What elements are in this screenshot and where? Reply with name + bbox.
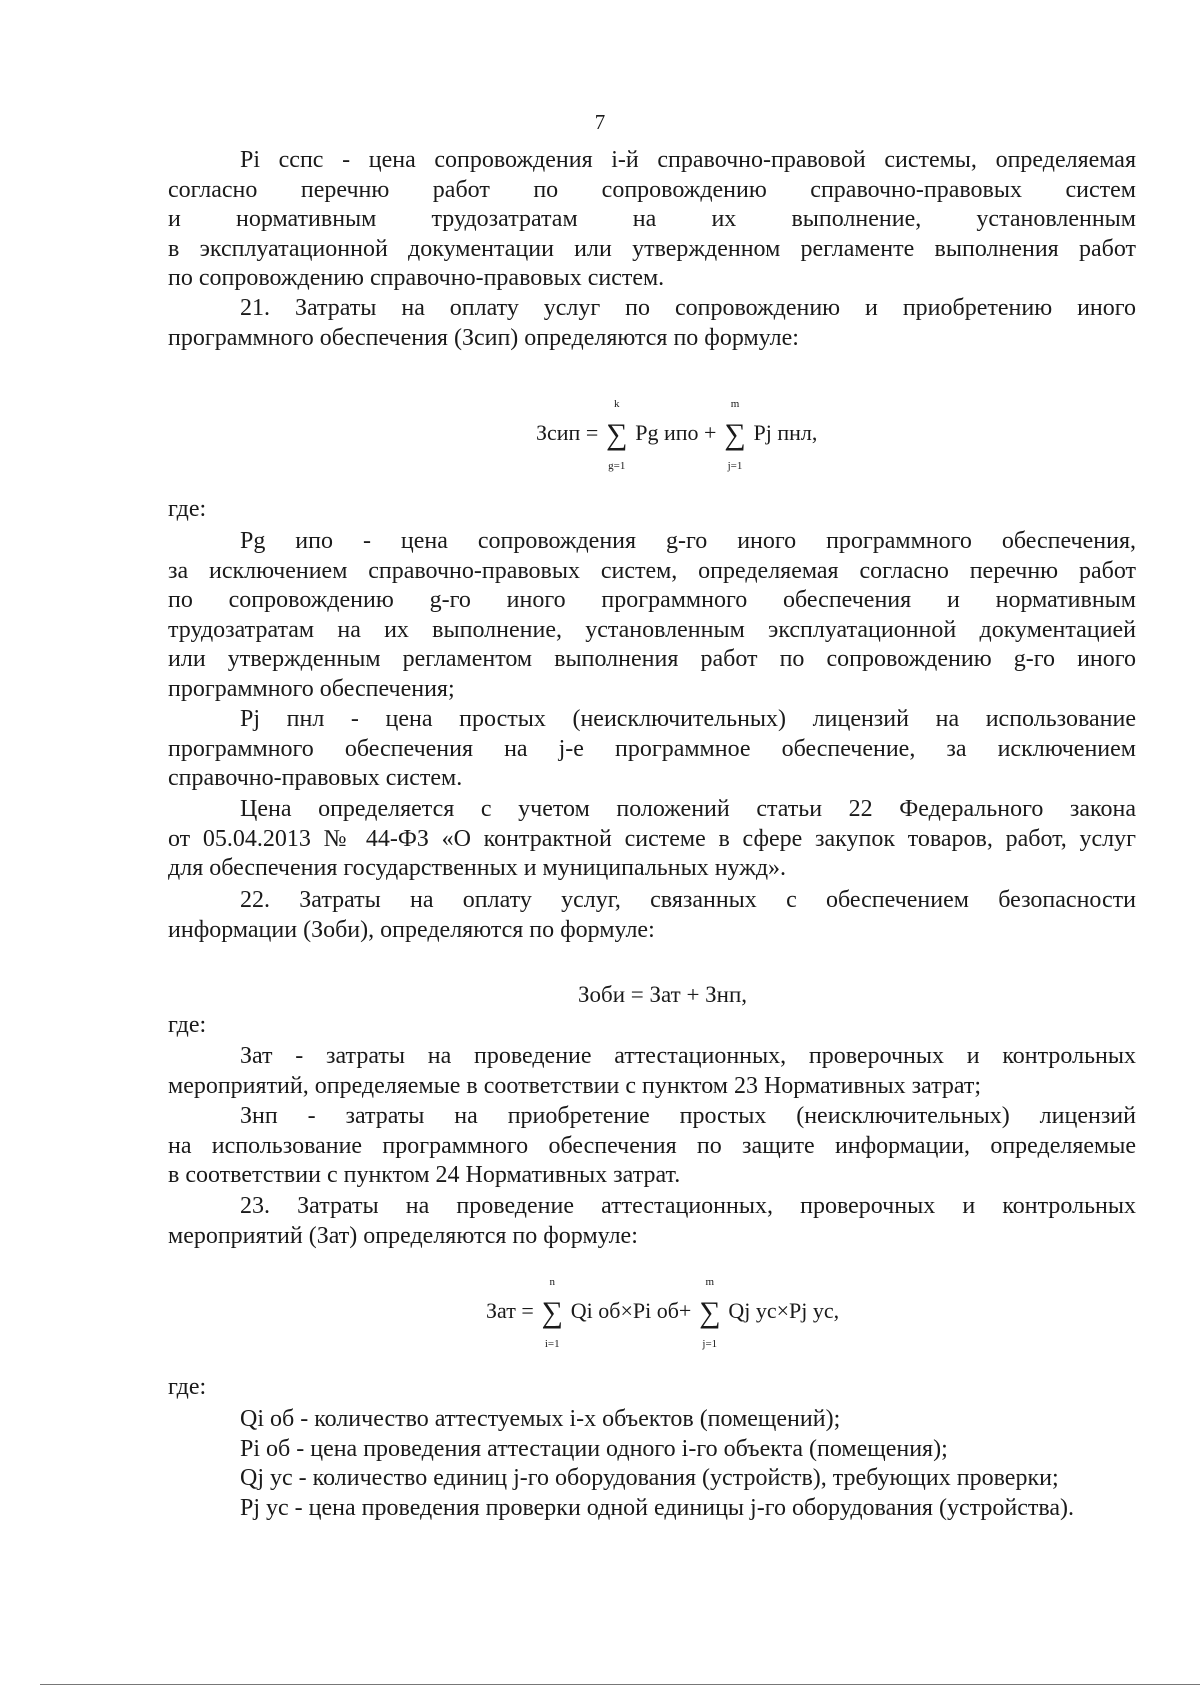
text-line: справочно-правовых систем. <box>168 765 463 791</box>
text-line: согласно перечню работ по сопровождению справочно-правовых систем <box>168 176 1136 203</box>
text-line: за исключением справочно-правовых систем, определяемая согласно перечню работ <box>168 557 1136 584</box>
text-line: от 05.04.2013 № 44-ФЗ «О контрактной системе в сфере закупок товаров, работ, услуг <box>168 825 1136 852</box>
text-line: информации (Зоби), определяются по формуле: <box>168 916 655 943</box>
formula-zsip <box>536 398 818 472</box>
text-line: 23. Затраты на проведение аттестационных, проверочных и контрольных <box>240 1193 1136 1219</box>
text-line: в эксплуатационной документации или утвержденном регламенте выполнения работ <box>168 235 1136 262</box>
text-line: Зат - затраты на проведение аттестационных, проверочных и контрольных <box>240 1043 1136 1069</box>
sum-symbol: ∑ k g=1 <box>604 418 630 452</box>
text-line: в соответствии с пунктом 24 Нормативных затрат. <box>168 1162 681 1188</box>
list-item: Qi об - количество аттестуемых i-х объектов (помещений); <box>240 1406 841 1432</box>
bottom-rule <box>40 1684 1200 1685</box>
sum-upper-limit: m <box>730 398 740 410</box>
where-label: где: <box>168 1374 207 1400</box>
paragraph-pg-ipo <box>168 527 1136 704</box>
formula-zat <box>486 1276 840 1350</box>
formula-lhs: Зат = <box>486 1298 534 1324</box>
formula-term: Pg ипо <box>635 420 699 446</box>
page-number: 7 <box>594 110 606 134</box>
sum-lower-limit: j=1 <box>702 1338 718 1350</box>
sum-symbol: ∑ n i=1 <box>539 1296 565 1330</box>
text-line: Pg ипо - цена сопровождения g-го иного программного обеспечения, <box>240 528 1136 554</box>
formula-term: Qi об×Pi об+ <box>570 1298 692 1324</box>
text-line: Цена определяется с учетом положений статьи 22 Федерального закона <box>240 796 1136 822</box>
list-item: Qj ус - количество единиц j-го оборудования (устройств), требующих проверки; <box>240 1465 1059 1491</box>
text-line: и нормативным трудозатратам на их выполнение, установленным <box>168 206 1136 232</box>
sum-lower-limit: i=1 <box>544 1338 560 1350</box>
paragraph-price <box>168 795 1136 884</box>
list-item: Pj ус - цена проведения проверки одной единицы j-го оборудования (устройства). <box>240 1494 1075 1521</box>
list-item: Pi об - цена проведения аттестации одного i-го объекта (помещения); <box>240 1435 948 1462</box>
text-line: программного обеспечения на j-е программное обеспечение, за исключением <box>168 735 1136 762</box>
sum-upper-limit: m <box>705 1276 715 1288</box>
text-line: мероприятий (Зат) определяются по формуле: <box>168 1222 638 1249</box>
sum-upper-limit: k <box>614 398 620 410</box>
text-line: для обеспечения государственных и муниципальных нужд». <box>168 855 787 881</box>
text-line: Pi сспс - цена сопровождения i-й справочно-правовой системы, определяемая <box>240 147 1136 173</box>
paragraph-pi-sspc <box>168 146 1136 294</box>
clause-23 <box>168 1192 1136 1251</box>
clause-21 <box>168 294 1136 353</box>
formula-lhs: Зсип = <box>536 420 599 446</box>
paragraph-znp <box>168 1102 1136 1191</box>
text-line: 21. Затраты на оплату услуг по сопровождению и приобретению иного <box>240 295 1136 321</box>
where-label: где: <box>168 1012 207 1038</box>
sum-lower-limit: g=1 <box>608 460 626 472</box>
paragraph-pj-pnl <box>168 705 1136 794</box>
clause-22 <box>168 886 1136 945</box>
definitions-list <box>240 1405 1140 1523</box>
text-line: по сопровождению g-го иного программного обеспечения и нормативным <box>168 587 1136 613</box>
text-line: программного обеспечения; <box>168 675 455 702</box>
text-line: трудозатратам на их выполнение, установленным эксплуатационной документацией <box>168 616 1136 643</box>
formula-plus: + <box>704 420 717 446</box>
formula-term: Pj пнл, <box>753 420 818 446</box>
sum-upper-limit: n <box>549 1276 555 1288</box>
sum-symbol: ∑ m j=1 <box>722 418 748 452</box>
text-line: мероприятий, определяемые в соответствии с пунктом 23 Нормативных затрат; <box>168 1072 982 1099</box>
formula-term: Qj ус×Pj ус, <box>728 1298 840 1324</box>
text-line: на использование программного обеспечения по защите информации, определяемые <box>168 1132 1136 1159</box>
text-line: Pj пнл - цена простых (неисключительных) лицензий на использование <box>240 706 1136 732</box>
paragraph-zat <box>168 1042 1136 1101</box>
where-label: где: <box>168 496 207 522</box>
text-line: по сопровождению справочно-правовых систем. <box>168 265 665 291</box>
text-line: 22. Затраты на оплату услуг, связанных с обеспечением безопасности <box>240 887 1136 913</box>
text-line: Знп - затраты на приобретение простых (неисключительных) лицензий <box>240 1103 1136 1129</box>
text-line: или утвержденным регламентом выполнения работ по сопровождению g-го иного <box>168 646 1136 672</box>
sum-lower-limit: j=1 <box>727 460 743 472</box>
text-line: программного обеспечения (Зсип) определяются по формуле: <box>168 324 799 351</box>
sum-symbol: ∑ m j=1 <box>697 1296 723 1330</box>
formula-zobi: Зоби = Зат + Знп, <box>578 982 748 1007</box>
